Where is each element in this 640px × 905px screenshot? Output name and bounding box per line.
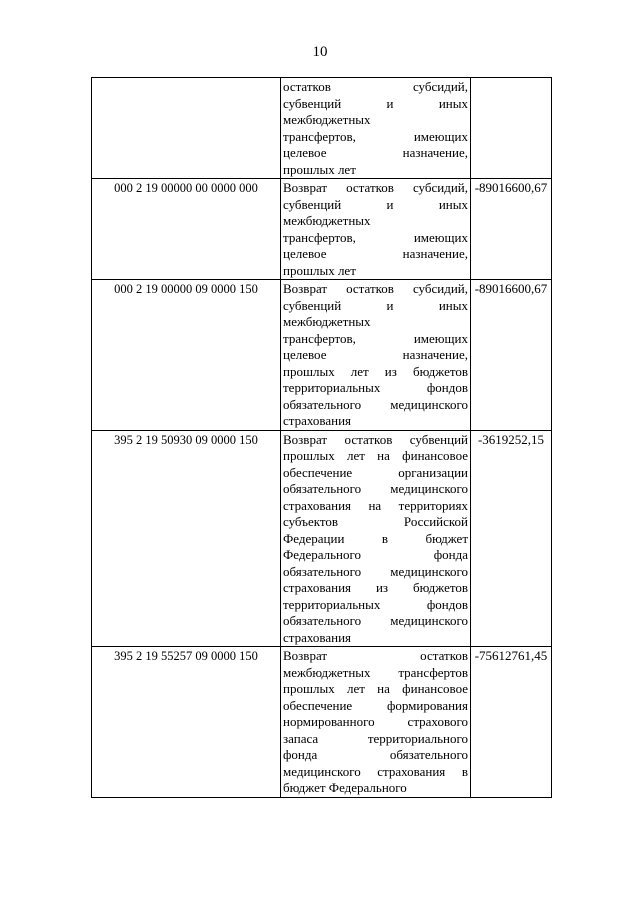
description-line: Возврат остатков субвенций [283,431,468,447]
amount-cell [471,78,552,179]
description-line: субвенций и иных [283,297,468,313]
amount-cell: -89016600,67 [471,179,552,280]
description-line: прошлых лет из бюджетов [283,363,468,379]
description-line: целевое назначение, [283,246,468,261]
description-line: остатков субсидий, [283,79,468,94]
description-line: Федерации в бюджет [283,530,468,546]
description-line: обязательного медицинского [283,563,468,579]
description-line: трансфертов, имеющих [283,330,468,346]
description-cell [281,179,471,280]
description-line: фонда обязательного [283,747,468,762]
description-line: страхования [283,629,352,645]
description-line: прошлых лет на финансовое [283,681,468,696]
description-line: трансфертов, имеющих [283,128,468,144]
description-line: прошлых лет на финансовое [283,448,468,463]
budget-code-cell: 395 2 19 50930 09 0000 150 [92,430,281,647]
description-line: территориальных фондов [283,596,468,612]
description-line: обеспечение организации [283,464,468,480]
description-line: целевое назначение, [283,347,468,362]
amount-cell: -75612761,45 [471,647,552,798]
description-cell [281,78,471,179]
description-line: межбюджетных [283,213,371,228]
table-row [92,430,552,647]
budget-table [91,77,552,798]
description-line: межбюджетных [283,112,371,127]
description-line: обязательного медицинского [283,396,468,412]
description-line: Возврат остатков [283,648,468,663]
description-line: межбюджетных трансфертов [283,664,468,680]
description-line: страхования из бюджетов [283,580,468,595]
description-line: обеспечение формирования [283,697,468,713]
description-line: Возврат остатков субсидий, [283,180,468,195]
description-line: субвенций и иных [283,95,468,111]
amount-cell: -89016600,67 [471,280,552,431]
description-line: обязательного медицинского [283,613,468,628]
description-line: Федерального фонда [283,547,468,562]
budget-code-cell: 000 2 19 00000 09 0000 150 [92,280,281,431]
page-number: 10 [312,44,328,60]
table-body [92,78,552,798]
description-line: страхования [283,413,352,428]
amount-cell: -3619252,15 [471,430,552,647]
budget-code-cell: 395 2 19 55257 09 0000 150 [92,647,281,798]
budget-code-cell [92,78,281,179]
description-cell [281,647,471,798]
description-line: прошлых лет [283,262,356,278]
description-line: обязательного медицинского [283,481,468,496]
description-line: целевое назначение, [283,145,468,160]
description-cell [281,280,471,431]
description-cell [281,430,471,647]
description-line: межбюджетных [283,314,371,329]
description-line: запаса территориального [283,730,468,746]
description-line: территориальных фондов [283,380,468,395]
table-row [92,179,552,280]
table-row [92,78,552,179]
description-line: субъектов Российской [283,514,468,529]
description-line: Возврат остатков субсидий, [283,281,468,296]
budget-code-cell: 000 2 19 00000 00 0000 000 [92,179,281,280]
description-line: прошлых лет [283,161,356,177]
description-line: медицинского страхования в [283,763,468,779]
description-line: страхования на территориях [283,497,468,513]
table-row [92,280,552,431]
description-line: субвенций и иных [283,196,468,212]
table-row [92,647,552,798]
description-line: трансфертов, имеющих [283,229,468,245]
description-line: бюджет Федерального [283,780,407,795]
description-line: нормированного страхового [283,714,468,729]
